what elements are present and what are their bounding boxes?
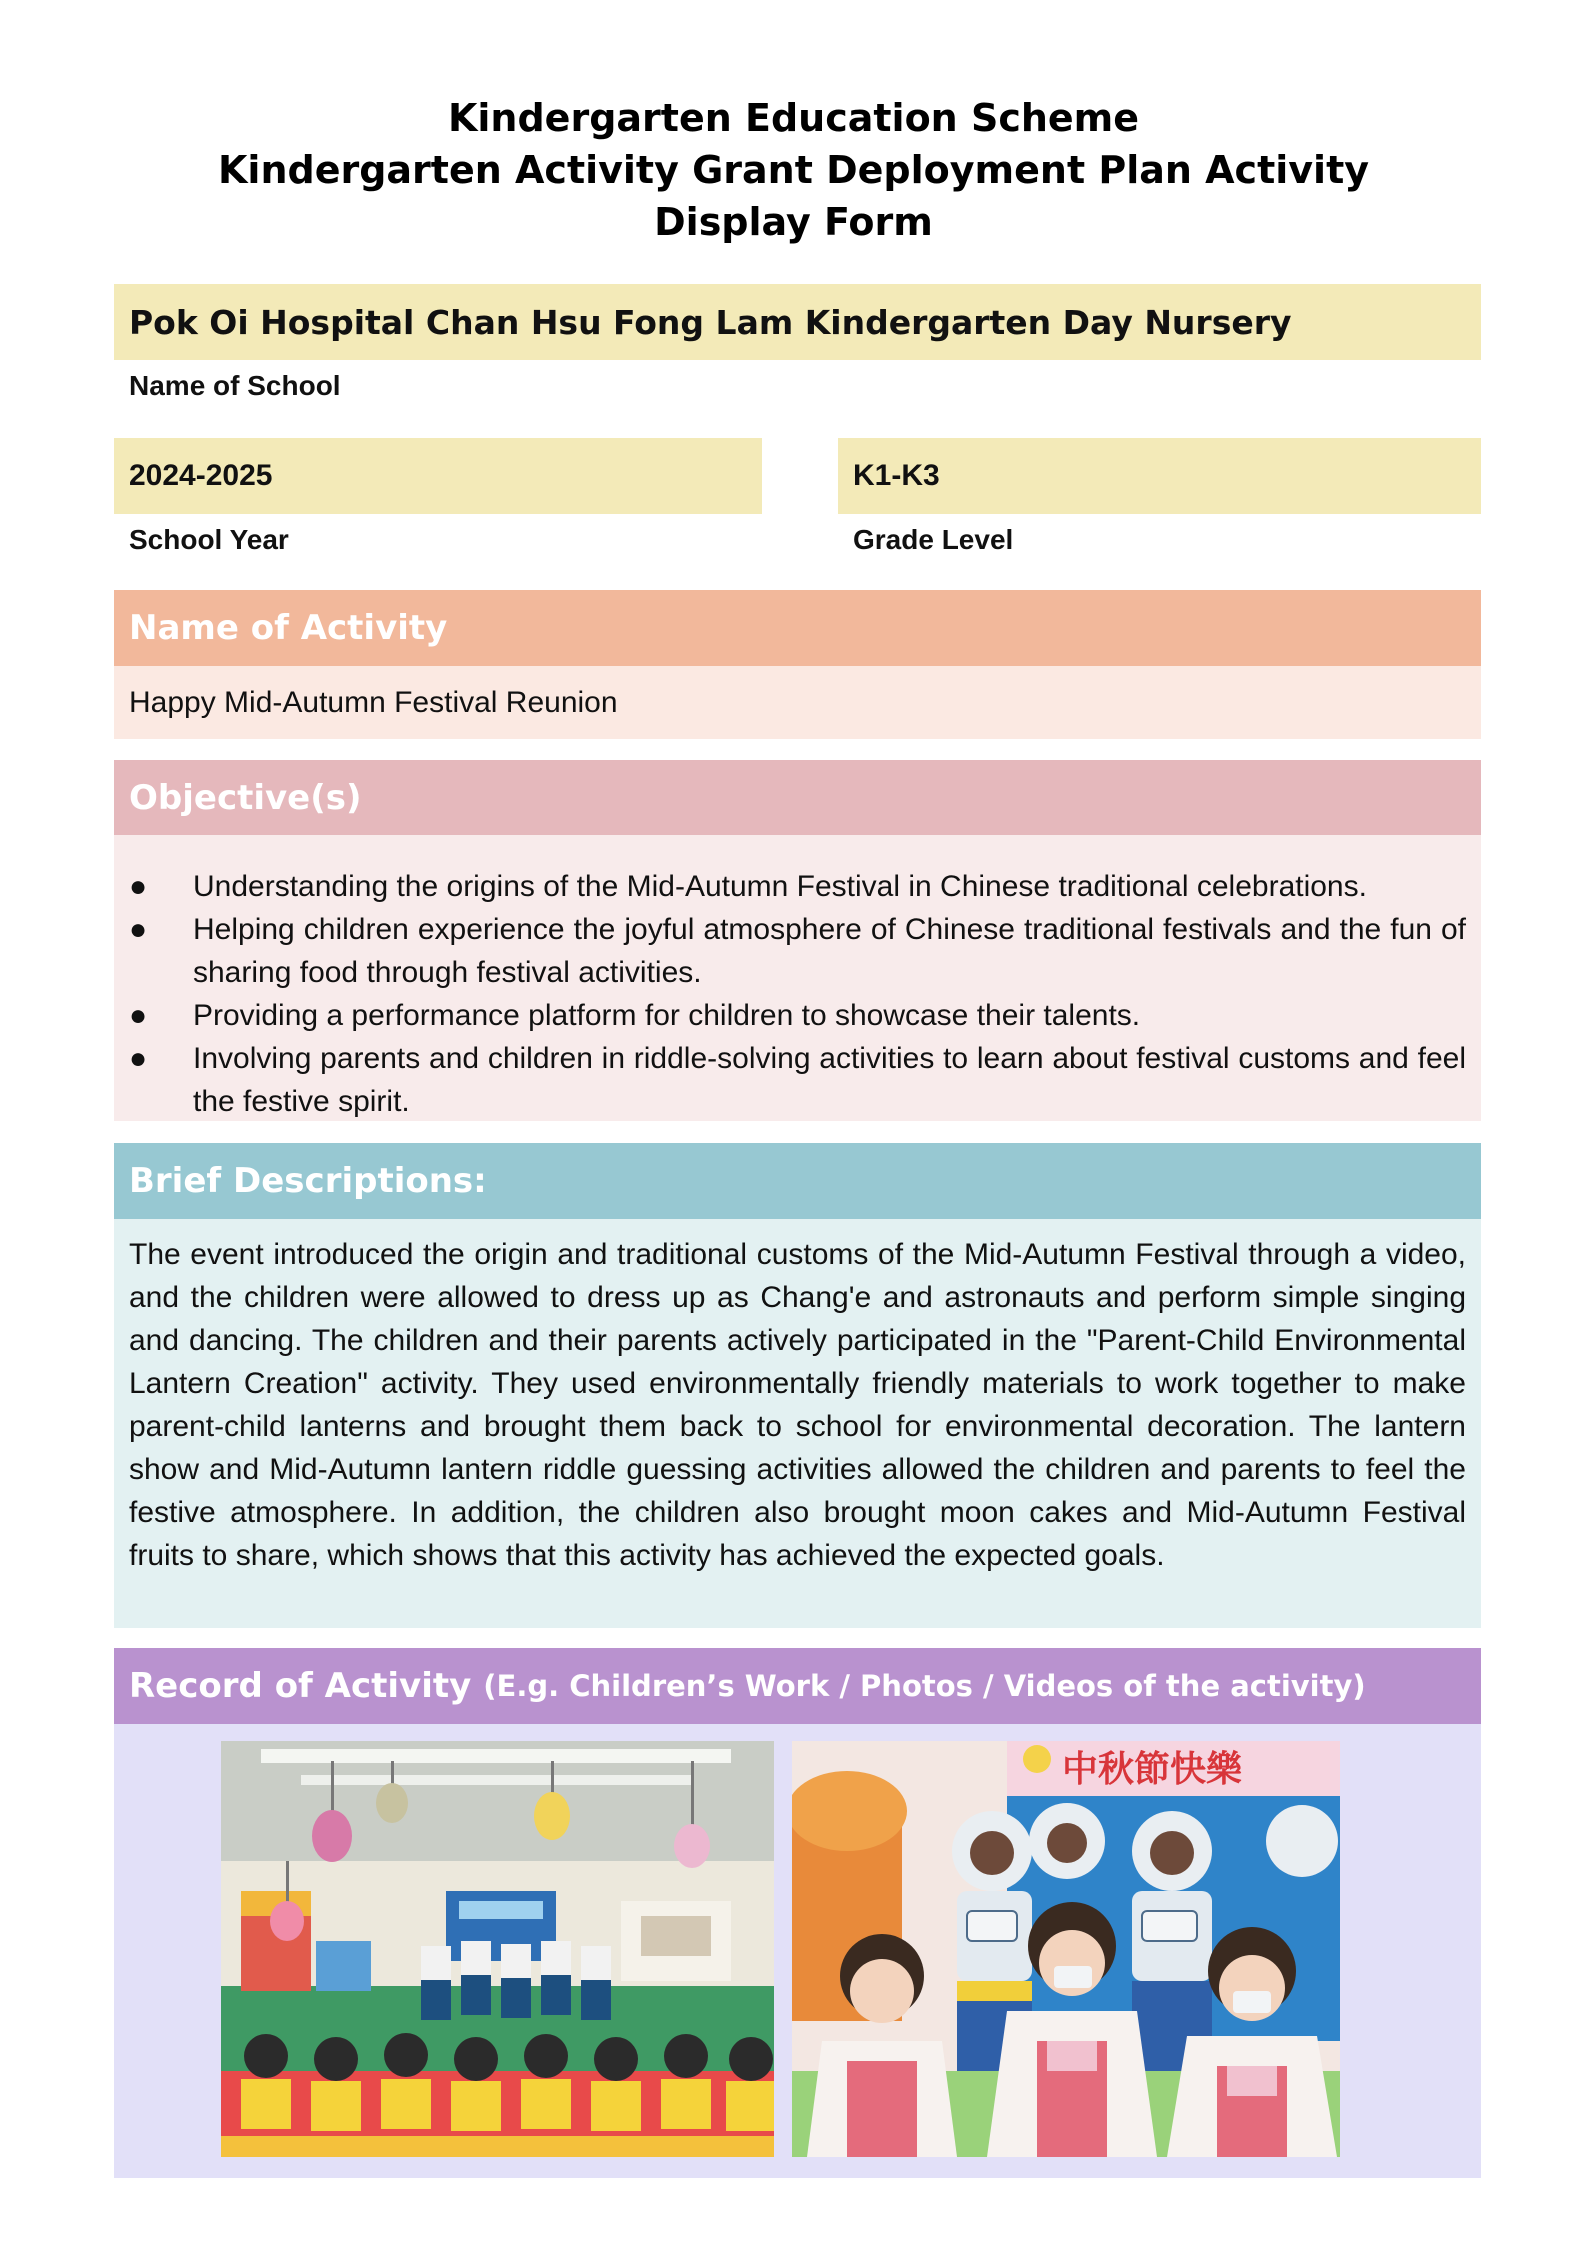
objective-text: Providing a performance platform for children to showcase their talents. — [193, 999, 1141, 1032]
school-year-label: School Year — [129, 524, 289, 555]
record-photos-area — [114, 1724, 1481, 2178]
school-year-field: 2024-2025 — [114, 438, 762, 514]
school-name-label: Name of School — [129, 370, 341, 401]
objectives-list — [114, 835, 1481, 1121]
bullet: ● — [129, 913, 148, 946]
title-line-3: Display Form — [654, 200, 933, 244]
bullet: ● — [129, 999, 148, 1032]
record-heading — [114, 1648, 1481, 1724]
objective-item — [129, 865, 1466, 908]
objective-text: Helping children experience the joyful atmosphere of Chinese traditional festivals and the fun of sharing food through festival activities. — [193, 913, 1466, 989]
title-line-1: Kindergarten Education Scheme — [447, 96, 1140, 140]
grade-level-field: K1-K3 — [838, 438, 1481, 514]
objective-text: Understanding the origins of the Mid-Autumn Festival in Chinese traditional celebrations. — [193, 870, 1367, 903]
bullet: ● — [129, 870, 148, 903]
activity-photo-hall — [221, 1741, 774, 2157]
objective-item — [129, 1037, 1466, 1123]
objectives-heading: Objective(s) — [114, 760, 1481, 836]
banner-text: 中秋節快樂 — [1062, 1749, 1243, 1790]
activity-name: Happy Mid-Autumn Festival Reunion — [114, 666, 1481, 739]
description-heading: Brief Descriptions: — [114, 1143, 1481, 1219]
activity-photo-costumes — [792, 1741, 1340, 2157]
title-line-2: Kindergarten Activity Grant Deployment Plan Activity — [217, 148, 1370, 192]
bullet: ● — [129, 1042, 148, 1075]
grade-level-label: Grade Level — [853, 524, 1014, 555]
objective-text: Involving parents and children in riddle-solving activities to learn about festival customs and feel the festive spirit. — [193, 1042, 1466, 1118]
photo-hall-illustration — [221, 1741, 774, 2157]
activity-heading: Name of Activity — [114, 590, 1481, 666]
school-name-field: Pok Oi Hospital Chan Hsu Fong Lam Kindergarten Day Nursery — [114, 284, 1481, 360]
objective-item — [129, 908, 1466, 994]
description-text: The event introduced the origin and traditional customs of the Mid-Autumn Festival through a video, and the children were allowed to dress up as Chang'e and astronauts and perform simple singing and dancing. The children and their parents actively participated in the "Parent-Child Environmental Lantern Creation" activity. They used environmentally friendly materials to work together to make parent-child lanterns and brought them back to school for environmental decoration. The lantern show and Mid-Autumn lantern riddle guessing activities allowed the children and parents to feel the festive atmosphere. In addition, the children also brought moon cakes and Mid-Autumn Festival fruits to share, which shows that this activity has achieved the expected goals. — [114, 1219, 1481, 1628]
objective-item — [129, 994, 1466, 1037]
photo-costumes-illustration — [792, 1741, 1340, 2157]
form-title — [0, 92, 1587, 248]
record-heading-subtitle: (E.g. Children’s Work / Photos / Videos of the activity) — [483, 1669, 1366, 1703]
record-heading-title: Record of Activity — [129, 1666, 472, 1706]
